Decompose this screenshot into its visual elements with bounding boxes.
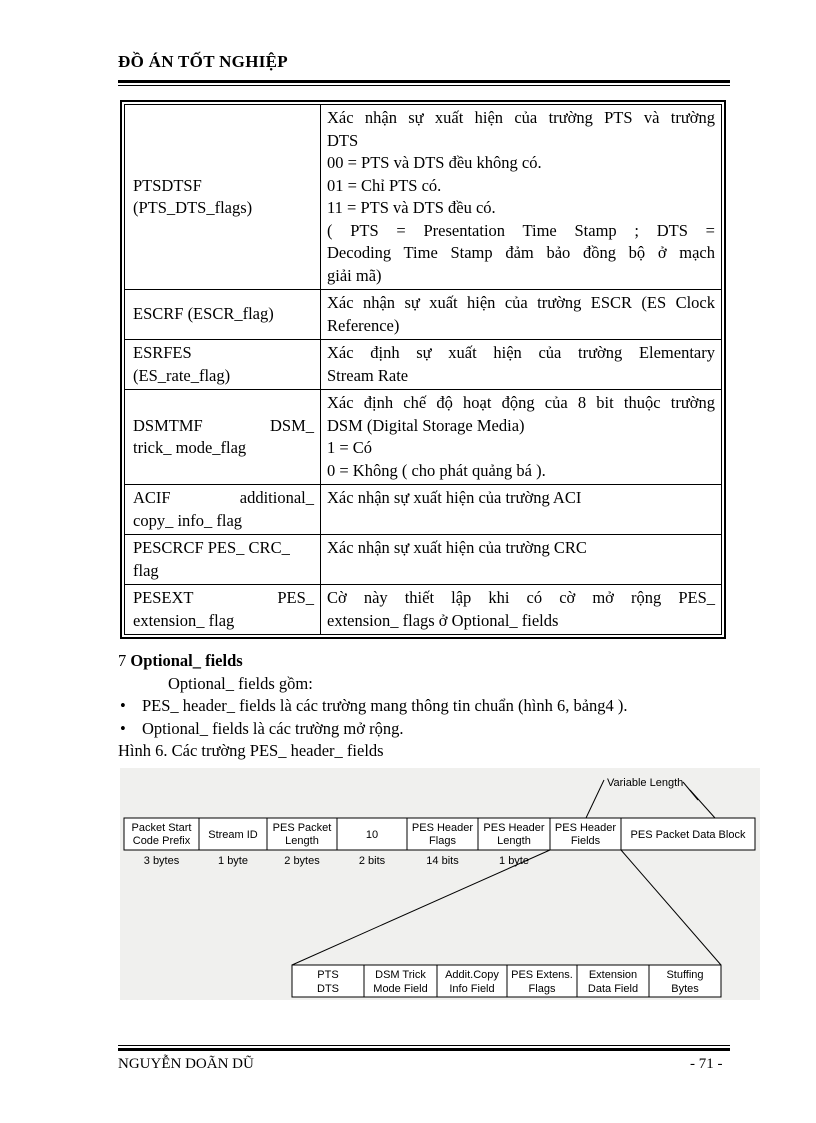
table-row bbox=[125, 484, 721, 534]
field-name-cell bbox=[125, 290, 321, 339]
section-number: 7 bbox=[118, 651, 127, 670]
field-size-label: 2 bits bbox=[358, 855, 386, 867]
field-size-label: 2 bytes bbox=[284, 855, 320, 867]
optional-field-label: Info Field bbox=[449, 983, 495, 995]
table-row bbox=[125, 389, 721, 484]
table-row bbox=[125, 289, 721, 339]
top-field-label: Stream ID bbox=[208, 829, 258, 841]
field-name-line: PESCRCF PES_ CRC_ bbox=[133, 538, 290, 557]
field-description-line: Xác định chế độ hoạt động của 8 bit thuộc trường bbox=[327, 393, 715, 412]
variable-length-pointer-left bbox=[586, 780, 604, 818]
field-description-line: 01 = Chỉ PTS có. bbox=[327, 175, 442, 195]
field-name-line: PTSDTSF bbox=[133, 175, 202, 195]
field-description-line: DSM (Digital Storage Media) bbox=[327, 415, 525, 435]
field-description-line: 11 = PTS và DTS đều có. bbox=[327, 198, 496, 217]
field-size-label: 1 byte bbox=[499, 855, 529, 867]
field-description-cell bbox=[321, 585, 721, 634]
top-field-label: PES Header bbox=[483, 822, 545, 834]
field-name-line: ESRFES bbox=[133, 343, 192, 362]
field-size-label: 1 byte bbox=[218, 855, 248, 867]
section-heading bbox=[118, 650, 730, 673]
field-description-line: 00 = PTS và DTS đều không có. bbox=[327, 153, 542, 172]
top-field-label: Code Prefix bbox=[132, 835, 191, 847]
field-name-cell bbox=[125, 340, 321, 389]
field-description-line: Decoding Time Stamp đảm bảo đồng bộ ở mạch bbox=[327, 243, 715, 262]
table-row bbox=[125, 584, 721, 634]
field-description-line: Xác định sự xuất hiện của trường Elementary bbox=[327, 343, 715, 362]
optional-field-label: Data Field bbox=[587, 983, 639, 995]
field-name-cell bbox=[125, 485, 321, 534]
field-description-line: 0 = Không ( cho phát quảng bá ). bbox=[327, 460, 546, 480]
optional-field-label: Mode Field bbox=[373, 983, 428, 995]
field-name-line: (PTS_DTS_flags) bbox=[133, 198, 253, 217]
optional-field-label: Addit.Copy bbox=[445, 969, 499, 981]
field-description-line: Xác nhận sự xuất hiện của trường ESCR (ES Clock bbox=[327, 293, 715, 312]
field-description-line: Xác nhận sự xuất hiện của trường CRC bbox=[327, 538, 587, 557]
optional-field-label: Extension bbox=[588, 969, 638, 981]
field-size-label: 3 bytes bbox=[143, 855, 180, 867]
field-description-cell bbox=[321, 105, 721, 289]
expansion-line-right bbox=[621, 850, 721, 965]
section-intro: Optional_ fields gồm: bbox=[168, 673, 313, 693]
field-description-line: DTS bbox=[327, 130, 359, 150]
field-name-cell bbox=[125, 535, 321, 584]
field-description-cell bbox=[321, 485, 721, 534]
variable-length-label: Variable Length bbox=[607, 777, 684, 789]
optional-fields-section bbox=[118, 650, 730, 763]
optional-field-label: Stuffing bbox=[666, 969, 704, 981]
top-field-label: PES Packet Data Block bbox=[630, 829, 746, 841]
field-name-cell bbox=[125, 390, 321, 484]
optional-field-label: PTS bbox=[317, 969, 339, 981]
expansion-line-left bbox=[292, 850, 550, 965]
field-name-cell bbox=[125, 585, 321, 634]
optional-field-label: Bytes bbox=[671, 983, 699, 995]
table-row bbox=[125, 339, 721, 389]
optional-field-label: PES Extens. bbox=[511, 969, 573, 981]
field-description-cell bbox=[321, 290, 721, 339]
top-field-label: PES Header bbox=[411, 822, 474, 834]
header-rule bbox=[118, 80, 730, 86]
field-name-line: (ES_rate_flag) bbox=[133, 365, 231, 385]
field-description-line: extension_ flags ở Optional_ fields bbox=[327, 610, 559, 630]
top-field-label: PES Packet bbox=[272, 822, 332, 834]
field-description-cell bbox=[321, 535, 721, 584]
field-description-line: Cờ này thiết lập khi có cờ mở rộng PES_ bbox=[327, 588, 715, 607]
field-name-line: extension_ flag bbox=[133, 610, 235, 630]
document-header-title: ĐỒ ÁN TỐT NGHIỆP bbox=[118, 52, 288, 71]
field-description-cell bbox=[321, 390, 721, 484]
field-size-label: 14 bits bbox=[426, 855, 459, 867]
top-field-label: Length bbox=[285, 835, 319, 847]
footer-page-number: - 71 - bbox=[690, 1056, 723, 1072]
field-description-line: giải mã) bbox=[327, 265, 382, 285]
top-field-label: Flags bbox=[429, 835, 456, 847]
variable-length-pointer-right bbox=[690, 790, 715, 818]
list-item: • PES_ header_ fields là các trường mang thông tin chuẩn (hình 6, bảng4 ). bbox=[120, 696, 628, 715]
section-title: Optional_ fields bbox=[130, 651, 243, 670]
field-description-line: Stream Rate bbox=[327, 365, 409, 385]
top-field-label: 10 bbox=[365, 829, 379, 841]
field-name-line: PESEXT PES_ bbox=[133, 588, 314, 607]
top-field-label: Fields bbox=[570, 835, 601, 847]
field-description-line: 1 = Có bbox=[327, 438, 373, 457]
field-name-line: copy_ info_ flag bbox=[133, 510, 243, 530]
field-name-line: ESCRF (ESCR_flag) bbox=[133, 304, 274, 324]
footer-author: NGUYỄN DOÃN DŨ bbox=[118, 1056, 254, 1072]
table-row bbox=[125, 105, 721, 289]
table-row bbox=[125, 534, 721, 584]
field-name-cell bbox=[125, 105, 321, 289]
field-description-line: Xác nhận sự xuất hiện của trường PTS và trường bbox=[327, 108, 715, 127]
footer-rule bbox=[118, 1045, 730, 1051]
field-name-line: flag bbox=[133, 560, 159, 580]
field-description-line: Reference) bbox=[327, 315, 400, 335]
flags-table bbox=[120, 100, 726, 639]
pes-header-diagram bbox=[120, 768, 760, 1000]
field-name-line: trick_ mode_flag bbox=[133, 438, 247, 457]
optional-field-label: DTS bbox=[317, 983, 339, 995]
optional-field-label: Flags bbox=[528, 983, 556, 995]
top-field-label: PES Header bbox=[554, 822, 617, 834]
top-field-label: Length bbox=[497, 835, 531, 847]
top-field-label: Packet Start bbox=[131, 822, 192, 834]
field-description-line: Xác nhận sự xuất hiện của trường ACI bbox=[327, 488, 582, 507]
field-description-line: ( PTS = Presentation Time Stamp ; DTS = bbox=[327, 220, 715, 240]
figure-caption: Hình 6. Các trường PES_ header_ fields bbox=[118, 741, 384, 760]
field-name-line: DSMTMF DSM_ bbox=[133, 415, 314, 435]
field-description-cell bbox=[321, 340, 721, 389]
list-item: • Optional_ fields là các trường mở rộng. bbox=[120, 718, 404, 738]
optional-field-label: DSM Trick bbox=[375, 969, 426, 981]
pes-header-diagram-svg bbox=[120, 768, 760, 1000]
field-name-line: ACIF additional_ bbox=[133, 488, 314, 507]
bullet-list bbox=[118, 695, 730, 740]
